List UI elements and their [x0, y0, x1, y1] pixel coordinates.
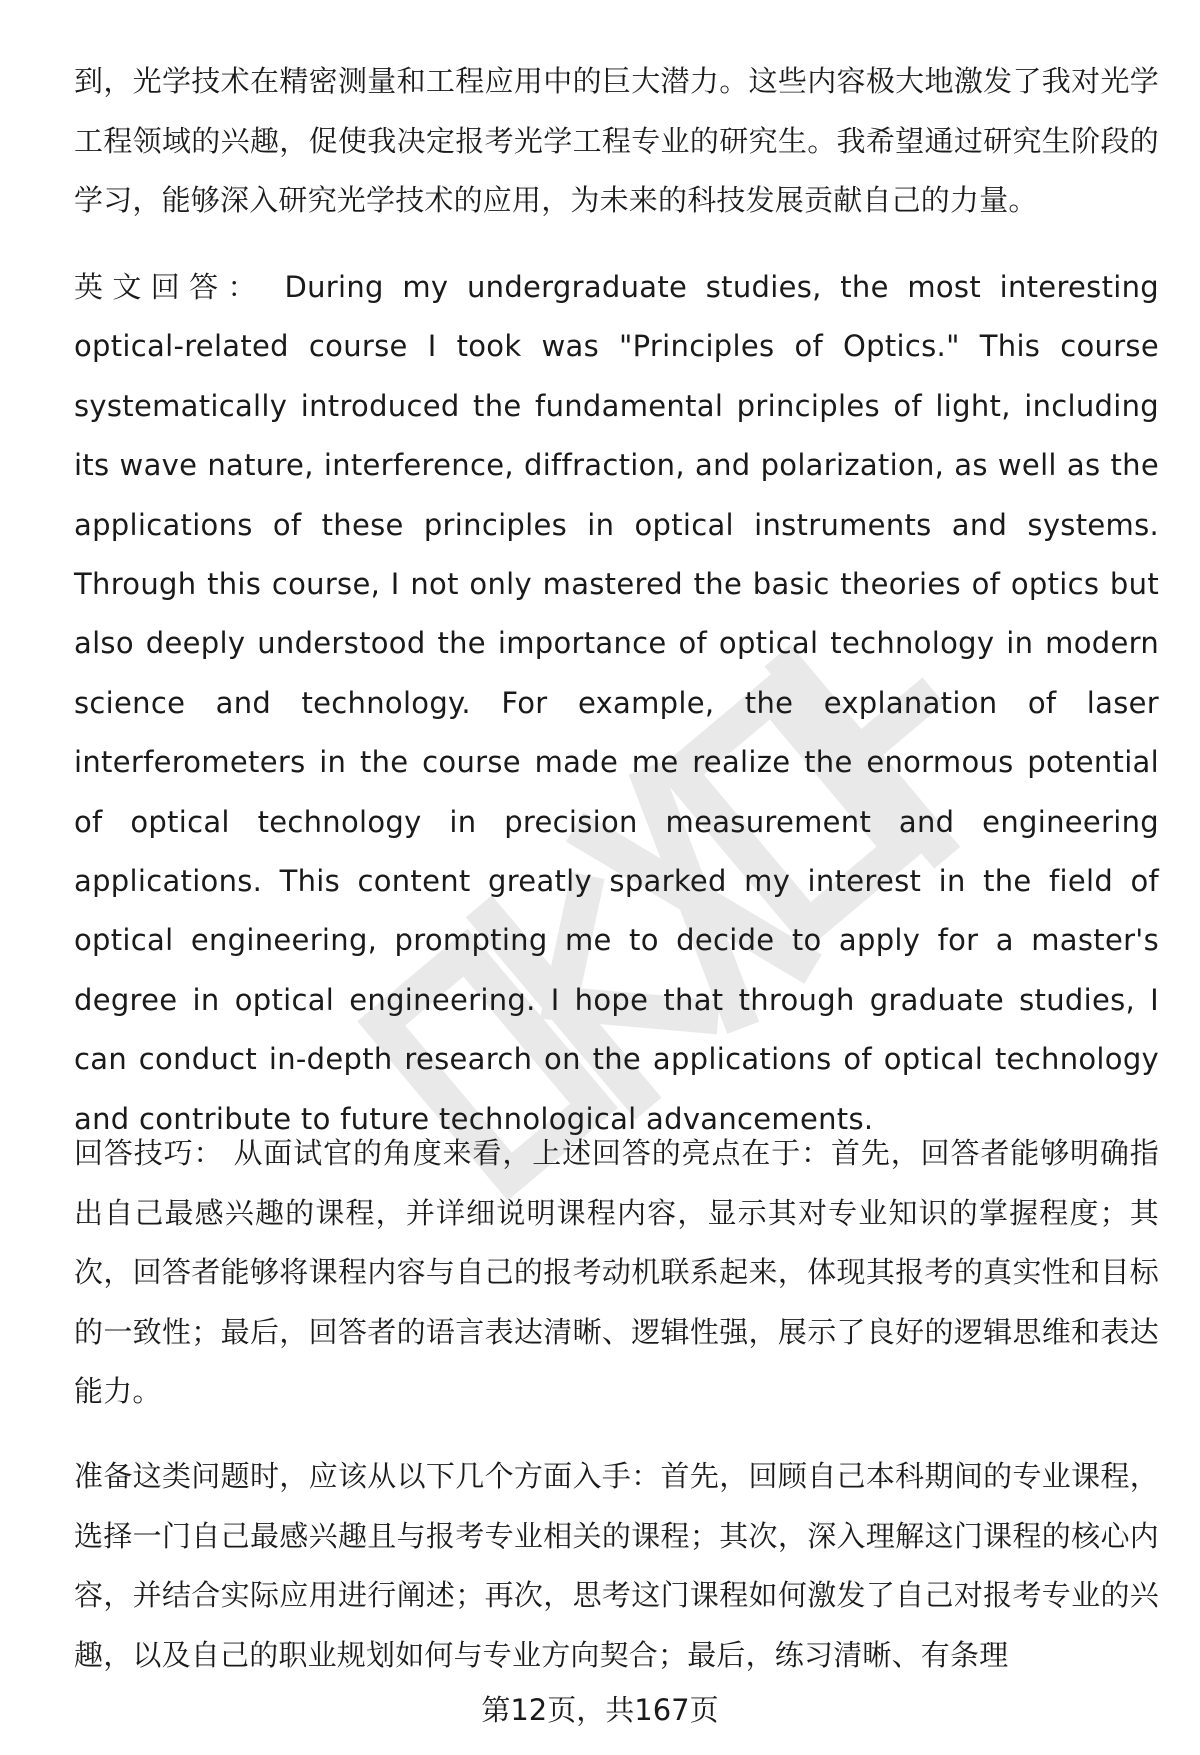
page-number-footer: 第12页，共167页 — [481, 1693, 719, 1727]
paragraph-preparation-advice: 准备这类问题时，应该从以下几个方面入手：首先，回顾自己本科期间的专业课程，选择一门自己最感兴趣且与报考专业相关的课程；其次，深入理解这门课程的核心内容，并结合实际应用进行阐述；再次，思考这门课程如何激发了自己对报考专业的兴趣，以及自己的职业规划如何与专业方向契合；最后，练习清晰、有条理 — [74, 1459, 1159, 1672]
paragraph-english-answer: 英文回答： During my undergraduate studies, the most interesting optical-related course I took was "Principles of Optics." This course systematically introduced the fundamental principles of light, including its wave nature, interference, diffraction, and polarization, as well as the applications of these principles in optical instruments and systems. Through this course, I not only mastered the basic theories of optics but also deeply understood the importance of optical technology in modern science and technology. For example, the explanation of laser interferometers in the course made me realize the enormous potential of optical technology in precision measurement and engineering applications. This content greatly sparked my interest in the field of optical engineering, prompting me to decide to apply for a master's degree in optical engineering. I hope that through graduate studies, I can conduct in-depth research on the applications of optical technology and contribute to future technological advancements. — [74, 270, 1159, 1136]
paragraph-motivation-conclusion: 到，光学技术在精密测量和工程应用中的巨大潜力。这些内容极大地激发了我对光学工程领域的兴趣，促使我决定报考光学工程专业的研究生。我希望通过研究生阶段的学习，能够深入研究光学技术的应用，为未来的科技发展贡献自己的力量。 — [74, 64, 1159, 217]
paragraph-answer-tips: 回答技巧： 从面试官的角度来看，上述回答的亮点在于：首先，回答者能够明确指出自己最感兴趣的课程，并详细说明课程内容，显示其对专业知识的掌握程度；其次，回答者能够将课程内容与自己的报考动机联系起来，体现其报考的真实性和目标的一致性；最后，回答者的语言表达清晰、逻辑性强，展示了良好的逻辑思维和表达能力。 — [74, 1136, 1159, 1408]
